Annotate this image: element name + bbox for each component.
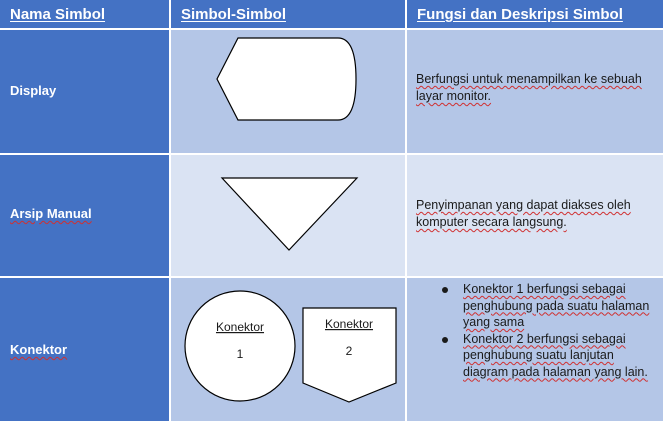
konektor-bullet-list — [407, 281, 653, 380]
connector-symbols-icon — [171, 278, 405, 421]
row-display-symbol-cell — [171, 30, 405, 153]
header-simbol-simbol — [171, 0, 405, 28]
bullet-icon — [442, 337, 448, 343]
connector2-number: 2 — [345, 344, 353, 358]
row-arsip-name: Arsip Manual — [10, 206, 92, 221]
row-display-name: Display — [10, 83, 57, 98]
connector1-number: 1 — [236, 347, 244, 361]
row-konektor-name-cell — [0, 278, 169, 421]
header-fungsi-deskripsi — [407, 0, 663, 28]
row-arsip-description: Penyimpanan yang dapat diakses oleh komputer secara langsung. — [416, 198, 631, 229]
row-konektor-symbol-cell — [171, 278, 405, 421]
connector2-label: Konektor — [324, 317, 374, 331]
connector1-label: Konektor — [215, 320, 265, 334]
display-symbol-icon — [171, 30, 405, 153]
row-arsip-desc-cell — [407, 155, 663, 276]
bullet-icon — [442, 287, 448, 293]
row-konektor-desc-cell — [407, 278, 663, 421]
list-item — [463, 281, 653, 331]
row-arsip-symbol-cell — [171, 155, 405, 276]
row-konektor-name: Konektor — [10, 342, 68, 357]
header-nama-simbol — [0, 0, 169, 28]
header-nama-simbol-label: Nama Simbol — [10, 6, 106, 23]
manual-archive-triangle-icon — [171, 155, 405, 276]
row-display-desc-cell — [407, 30, 663, 153]
row-display-name-cell — [0, 30, 169, 153]
konektor-bullet-2: Konektor 2 berfungsi sebagai penghubung suatu lanjutan diagram pada halaman yang lain. — [463, 331, 648, 379]
connector1-circle-icon — [185, 291, 295, 401]
row-display-description: Berfungsi untuk menampilkan ke sebuah layar monitor. — [416, 72, 642, 103]
row-arsip-name-cell — [0, 155, 169, 276]
header-simbol-simbol-label: Simbol-Simbol — [181, 6, 286, 23]
header-fungsi-deskripsi-label: Fungsi dan Deskripsi Simbol — [417, 6, 623, 23]
list-item — [463, 331, 653, 381]
konektor-bullet-1: Konektor 1 berfungsi sebagai penghubung pada suatu halaman yang sama — [463, 282, 650, 329]
